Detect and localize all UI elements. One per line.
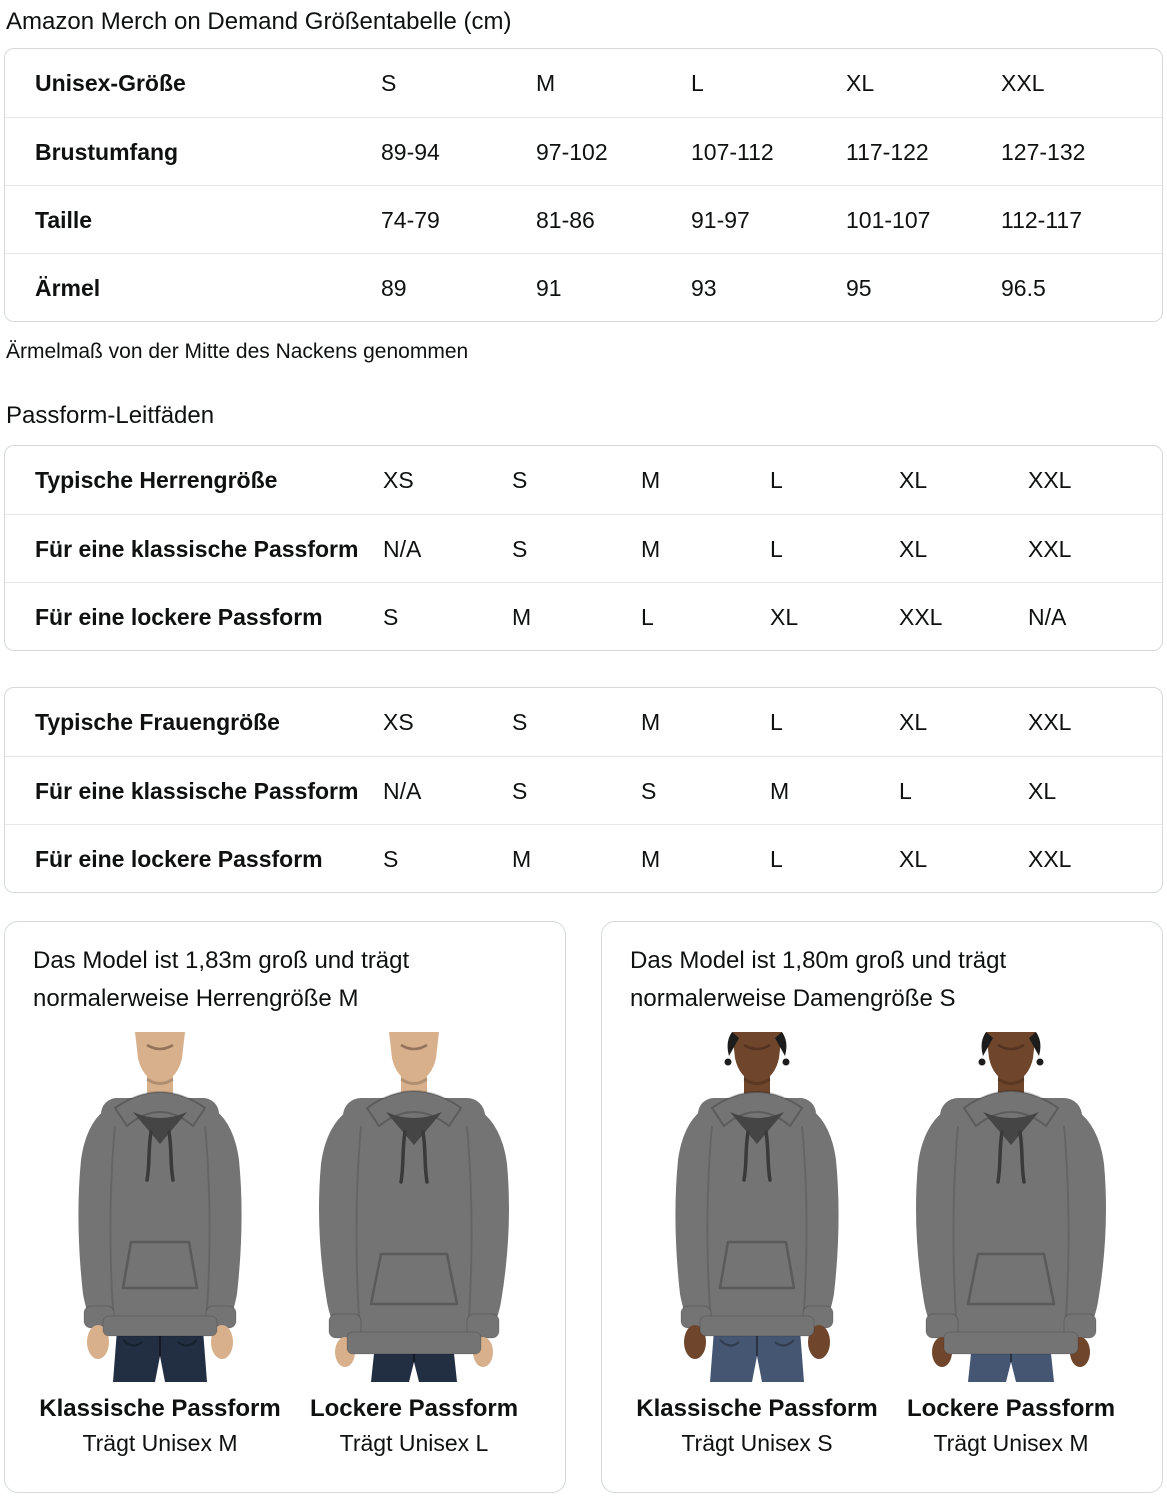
fit-cell: M — [641, 709, 661, 735]
wears-size-label: Trägt Unisex S — [681, 1430, 833, 1456]
fit-cell: XXL — [899, 603, 943, 630]
mens-card-heading: Das Model ist 1,83m groß und trägt normalerweise Herrengröße M — [33, 947, 410, 1012]
fit-cell: XXL — [1028, 709, 1072, 735]
row-label: Unisex-Größe — [35, 70, 186, 96]
fit-cell: M — [512, 603, 532, 630]
fit-cell: N/A — [383, 535, 422, 562]
table-row — [5, 688, 1162, 756]
model-caption — [289, 1394, 539, 1458]
fit-cell: M — [641, 467, 661, 493]
fit-cell: L — [770, 709, 783, 735]
measure-cell: 81-86 — [536, 206, 595, 233]
measure-cell: 107-112 — [691, 138, 774, 165]
table-row — [5, 582, 1162, 650]
wears-size-label: Trägt Unisex M — [933, 1430, 1089, 1456]
model-caption — [632, 1394, 882, 1458]
measure-cell: 89-94 — [381, 138, 440, 165]
row-label: Für eine klassische Passform — [35, 535, 359, 562]
measure-cell: 112-117 — [1001, 206, 1082, 233]
fit-type-label: Lockere Passform — [906, 1395, 1116, 1422]
fit-cell: M — [770, 777, 790, 804]
model-caption — [886, 1394, 1136, 1458]
fit-cell: L — [770, 535, 783, 562]
measure-cell: 127-132 — [1001, 138, 1086, 165]
row-label: Für eine lockere Passform — [35, 603, 323, 630]
fit-type-label: Klassische Passform — [39, 1395, 281, 1422]
size-header-cell: XXL — [1001, 70, 1045, 96]
fit-cell: S — [512, 777, 528, 804]
measure-cell: 93 — [691, 274, 717, 301]
fit-cell: S — [512, 535, 528, 562]
hoodie-model-illustration — [35, 1032, 285, 1382]
page-title: Amazon Merch on Demand Größentabelle (cm) — [6, 8, 512, 35]
size-header-cell: L — [691, 70, 704, 96]
womens-card-heading: Das Model ist 1,80m groß und trägt normalerweise Damengröße S — [630, 947, 1007, 1012]
row-label: Taille — [35, 206, 93, 233]
model-photos-row — [33, 1032, 541, 1458]
fit-cell: XXL — [1028, 845, 1072, 872]
fit-cell: M — [641, 845, 661, 872]
fit-cell: XXL — [1028, 467, 1072, 493]
hoodie-model-illustration — [886, 1032, 1136, 1382]
row-label: Für eine lockere Passform — [35, 845, 323, 872]
fit-cell: XL — [899, 709, 928, 735]
fit-cell: S — [383, 603, 399, 630]
fit-cell: XS — [383, 709, 414, 735]
model-cards — [4, 921, 1163, 1493]
fit-cell: XL — [899, 467, 928, 493]
measure-cell: 91 — [536, 274, 562, 301]
fit-cell: XXL — [1028, 535, 1072, 562]
table-row — [5, 514, 1162, 582]
wears-size-label: Trägt Unisex L — [339, 1430, 489, 1456]
row-label: Ärmel — [35, 274, 101, 301]
measure-cell: 74-79 — [381, 206, 440, 233]
fit-cell: XS — [383, 467, 414, 493]
fit-cell: XL — [899, 535, 928, 562]
fit-cell: L — [770, 845, 783, 872]
fit-cell: XL — [770, 603, 799, 630]
model-photo-womens-loose — [886, 1032, 1136, 1458]
measure-cell: 117-122 — [846, 138, 929, 165]
mens-fit-table — [4, 445, 1163, 651]
fit-cell: S — [383, 845, 399, 872]
womens-fit-table — [4, 687, 1163, 893]
fit-cell: N/A — [1028, 603, 1067, 630]
table-row — [5, 446, 1162, 514]
table-row — [5, 117, 1162, 185]
measure-cell: 96.5 — [1001, 274, 1046, 301]
fit-cell: XL — [899, 845, 928, 872]
fit-cell: M — [641, 535, 661, 562]
measure-cell: 101-107 — [846, 206, 931, 233]
wears-size-label: Trägt Unisex M — [82, 1430, 238, 1456]
row-label: Brustumfang — [35, 138, 179, 165]
table-row — [5, 49, 1162, 117]
table-row — [5, 824, 1162, 892]
mens-model-card — [4, 921, 566, 1493]
fit-cell: S — [641, 777, 657, 804]
fit-cell: L — [770, 467, 783, 493]
model-photo-womens-classic — [632, 1032, 882, 1458]
fit-cell: L — [899, 777, 912, 804]
table-row — [5, 756, 1162, 824]
model-photo-mens-loose — [289, 1032, 539, 1458]
fit-cell: XL — [1028, 777, 1057, 804]
hoodie-model-illustration — [289, 1032, 539, 1382]
size-header-cell: XL — [846, 70, 875, 96]
fit-guides-title: Passform-Leitfäden — [6, 402, 215, 429]
measure-cell: 97-102 — [536, 138, 608, 165]
row-label: Typische Frauengröße — [35, 709, 280, 735]
measure-cell: 95 — [846, 274, 872, 301]
unisex-size-table — [4, 48, 1163, 322]
size-header-cell: M — [536, 70, 556, 96]
fit-cell: S — [512, 709, 528, 735]
row-label: Typische Herrengröße — [35, 467, 278, 493]
fit-type-label: Klassische Passform — [636, 1395, 878, 1422]
table-row — [5, 253, 1162, 321]
measure-cell: 91-97 — [691, 206, 750, 233]
fit-cell: M — [512, 845, 532, 872]
fit-cell: L — [641, 603, 654, 630]
measure-cell: 89 — [381, 274, 407, 301]
fit-type-label: Lockere Passform — [309, 1395, 519, 1422]
womens-model-card — [601, 921, 1163, 1493]
fit-cell: N/A — [383, 777, 422, 804]
model-photos-row — [630, 1032, 1138, 1458]
table-row — [5, 185, 1162, 253]
row-label: Für eine klassische Passform — [35, 777, 359, 804]
model-caption — [35, 1394, 285, 1458]
size-header-cell: S — [381, 70, 397, 96]
hoodie-model-illustration — [632, 1032, 882, 1382]
fit-cell: S — [512, 467, 528, 493]
model-photo-mens-classic — [35, 1032, 285, 1458]
sleeve-measure-note: Ärmelmaß von der Mitte des Nackens genommen — [6, 340, 469, 363]
